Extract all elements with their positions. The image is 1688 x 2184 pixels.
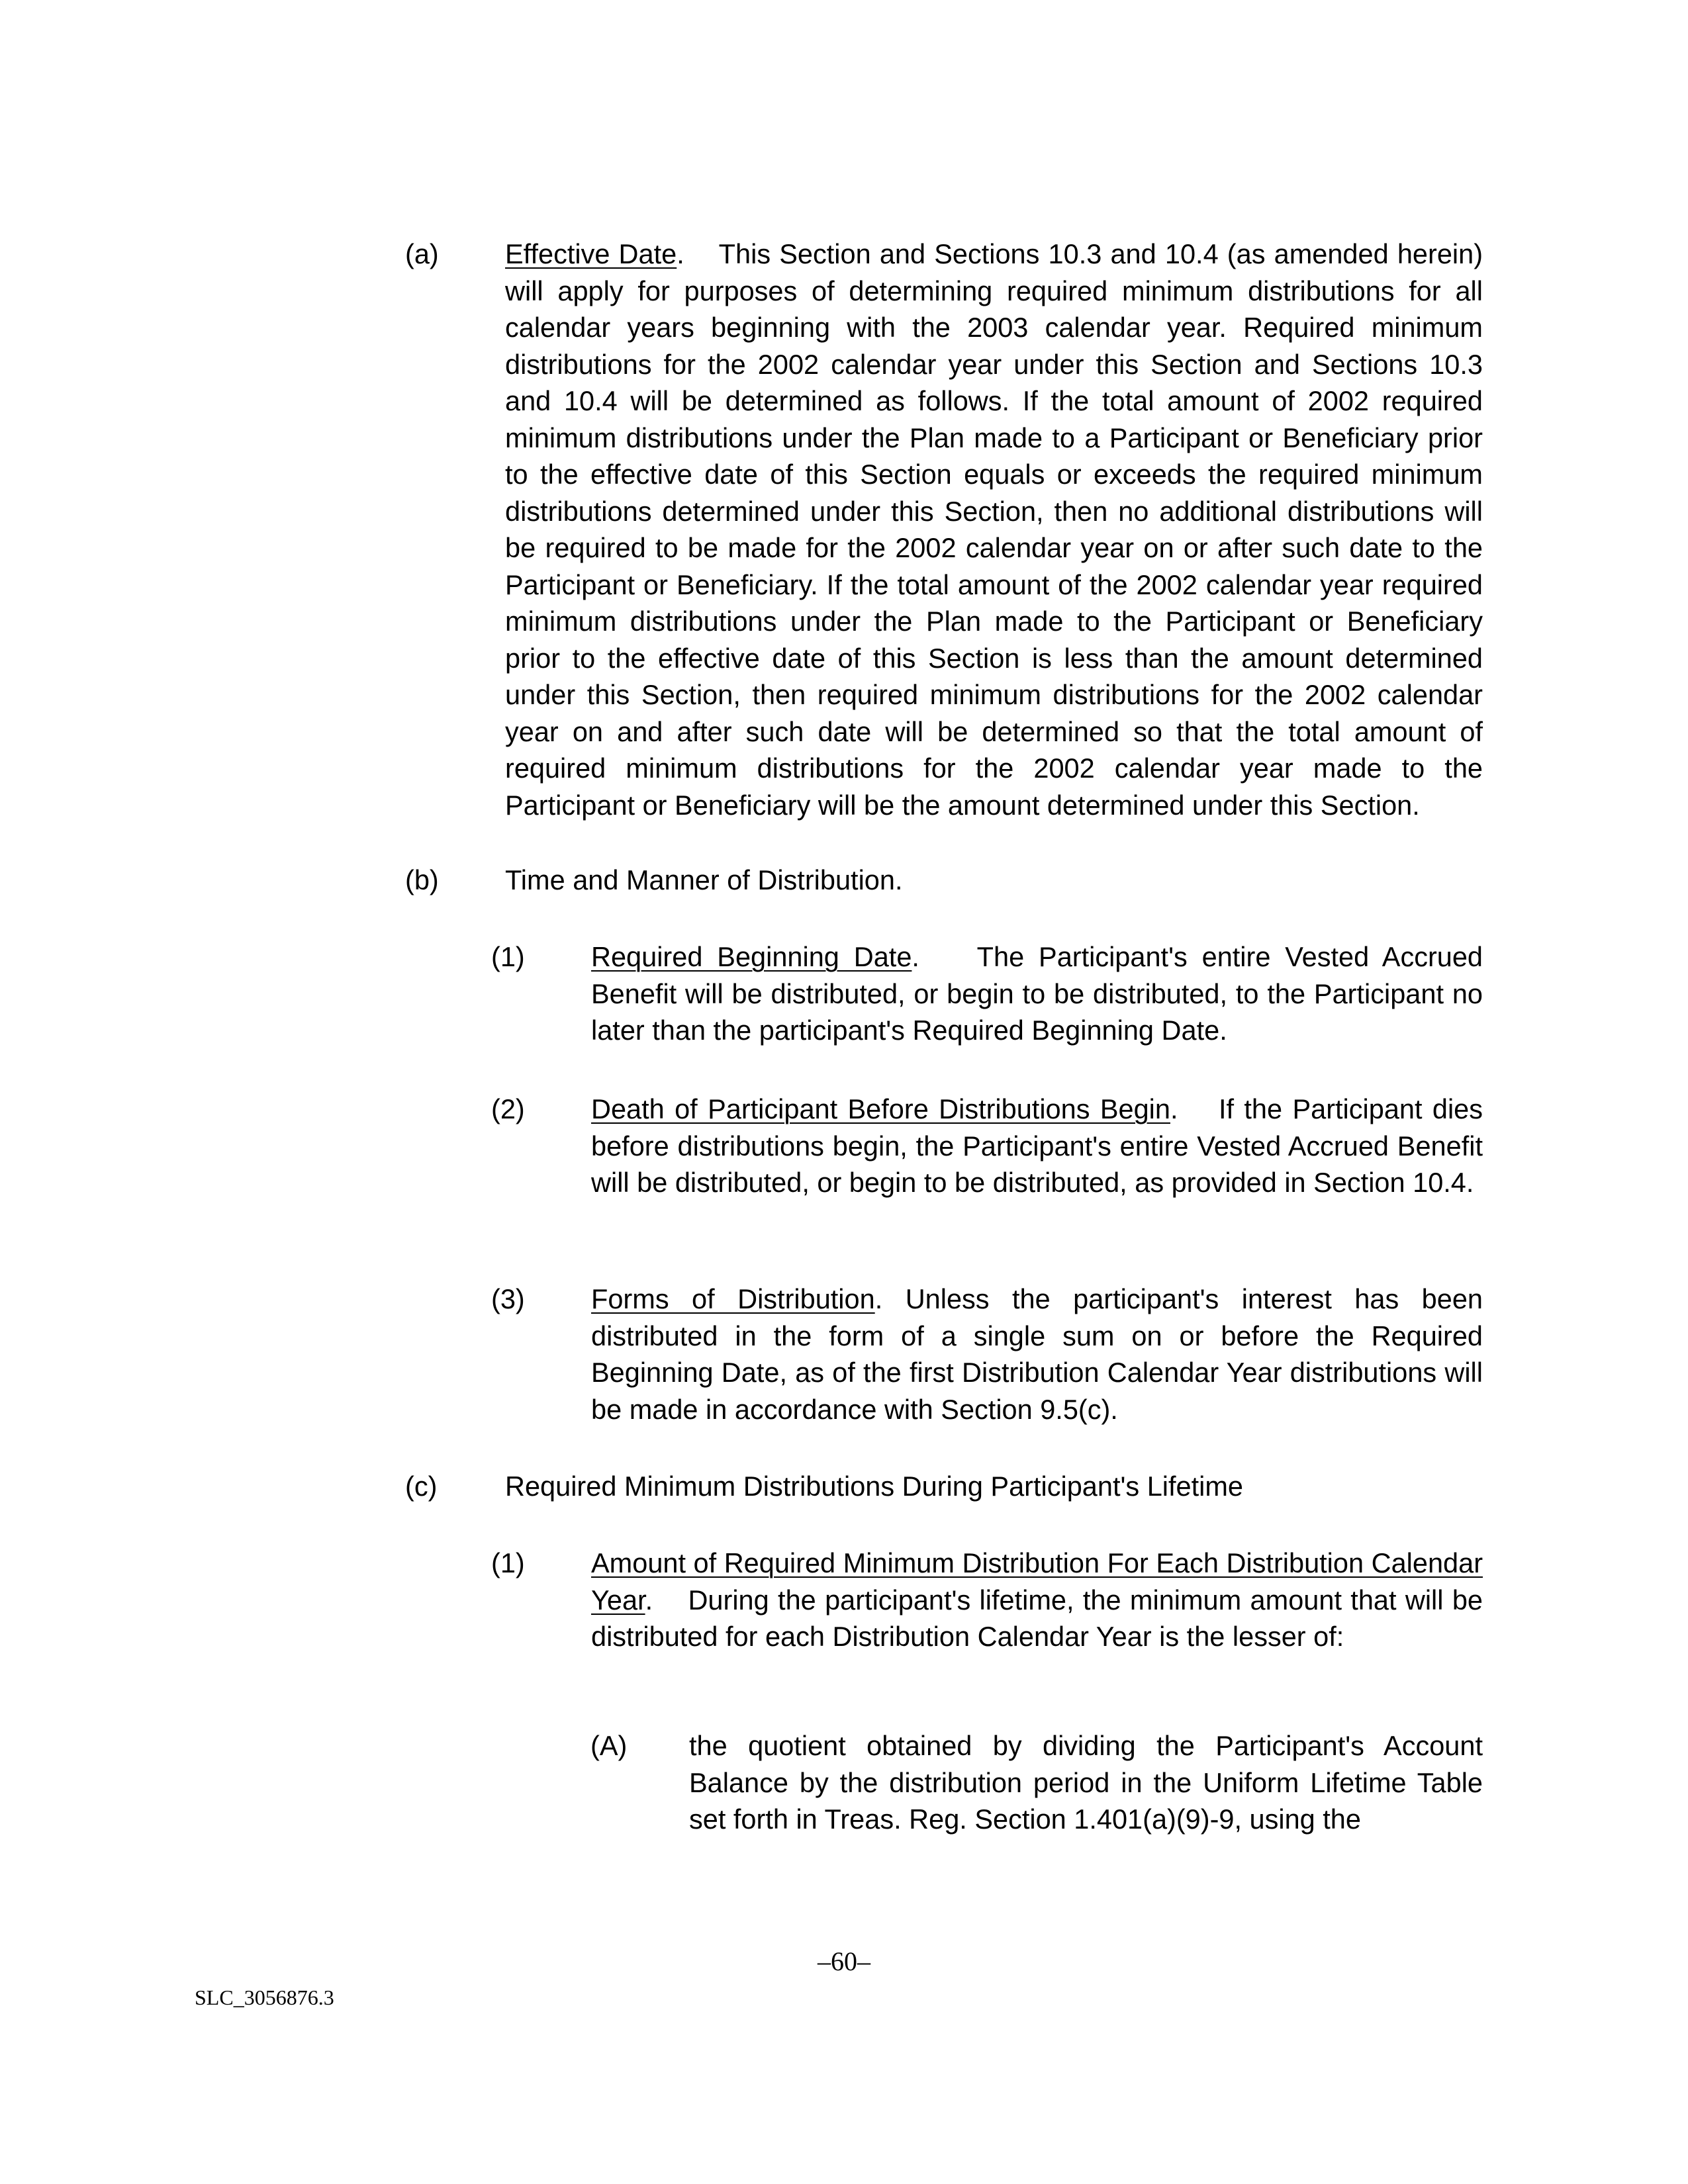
section-c-item-1-heading: Amount of Required Minimum Distribution For Each Distribution Calendar Year — [591, 1547, 1483, 1615]
section-b-item-1-heading-punct: . — [912, 941, 919, 972]
section-b-item-3-text: Unless the participant's interest has been distributed in the form of a single sum on or before the Required Beginning Date, as of the first Distribution Calendar Year distributions will be made in accordance with Section 9.5(c). — [591, 1283, 1483, 1425]
section-a-heading-punct: . — [677, 238, 684, 269]
section-a-text: This Section and Sections 10.3 and 10.4 (as amended herein) will apply for purposes of determining required minimum distributions for all calendar years beginning with the 2003 calendar year. Required minimum distributions for the 2002 calendar year under this Section and Sections 10.3 and 10.4 will be determined as follows. If the total amount of 2002 required minimum distributions under the Plan made to a Participant or Beneficiary prior to the effective date of this Section equals or exceeds the required minimum distributions determined under this Section, then no additional distributions will be required to be made for the 2002 calendar year on or after such date to the Participant or Beneficiary. If the total amount of the 2002 calendar year required minimum distributions under the Plan made to the Participant or Beneficiary prior to the effective date of this Section is less than the amount determined under this Section, then required minimum distributions for the 2002 calendar year on and after such date will be determined so that the total amount of required minimum distributions for the 2002 calendar year made to the Participant or Beneficiary will be the amount determined under this Section. — [505, 238, 1483, 821]
section-c-item-1-paragraph — [591, 1545, 1483, 1655]
section-b-item-2-label: (2) — [491, 1093, 525, 1124]
section-b-item-2-paragraph — [591, 1091, 1483, 1201]
section-b-item-1-label: (1) — [491, 941, 525, 972]
section-c-item-1-text: During the participant's lifetime, the minimum amount that will be distributed for each Distribution Calendar Year is the lesser of: — [591, 1584, 1483, 1652]
section-b-item-1-text: The Participant's entire Vested Accrued Benefit will be distributed, or begin to be distributed, to the Participant no later than the participant's Required Beginning Date. — [591, 941, 1483, 1046]
section-b-title: Time and Manner of Distribution. — [505, 864, 903, 895]
section-c-item-1-heading-punct: . — [645, 1584, 653, 1615]
section-b-item-2-heading-punct: . — [1170, 1093, 1178, 1124]
section-b-item-3-heading-punct: . — [874, 1283, 883, 1314]
section-a-label: (a) — [405, 238, 439, 269]
section-b-item-3-paragraph — [591, 1281, 1483, 1428]
document-id: SLC_3056876.3 — [195, 1985, 334, 2009]
section-b-label: (b) — [405, 864, 439, 895]
section-b-item-2-heading: Death of Participant Before Distributions Begin — [591, 1093, 1170, 1124]
section-a-paragraph — [505, 236, 1483, 823]
section-b-item-2-text: If the Participant dies before distributions begin, the Participant's entire Vested Accrued Benefit will be distributed, or begin to be distributed, as provided in Section 10.4. — [591, 1093, 1483, 1198]
section-b-item-3-label: (3) — [491, 1283, 525, 1314]
section-b-item-1-paragraph — [591, 938, 1483, 1049]
section-c-sub-a-paragraph — [689, 1727, 1483, 1838]
section-b-item-3-heading: Forms of Distribution — [591, 1283, 875, 1314]
section-c-sub-a-text: the quotient obtained by dividing the Participant's Account Balance by the distribution period in the Uniform Lifetime Table set forth in Treas. Reg. Section 1.401(a)(9)-9, using the — [689, 1730, 1483, 1835]
section-c-sub-a-label: (A) — [590, 1730, 628, 1761]
section-c-title: Required Minimum Distributions During Participant's Lifetime — [505, 1471, 1244, 1502]
section-a-heading: Effective Date — [505, 238, 677, 269]
page-number: –60– — [818, 1946, 870, 1976]
section-b-item-1-heading: Required Beginning Date — [591, 941, 912, 972]
section-c-item-1-label: (1) — [491, 1547, 525, 1578]
section-c-label: (c) — [405, 1471, 438, 1502]
